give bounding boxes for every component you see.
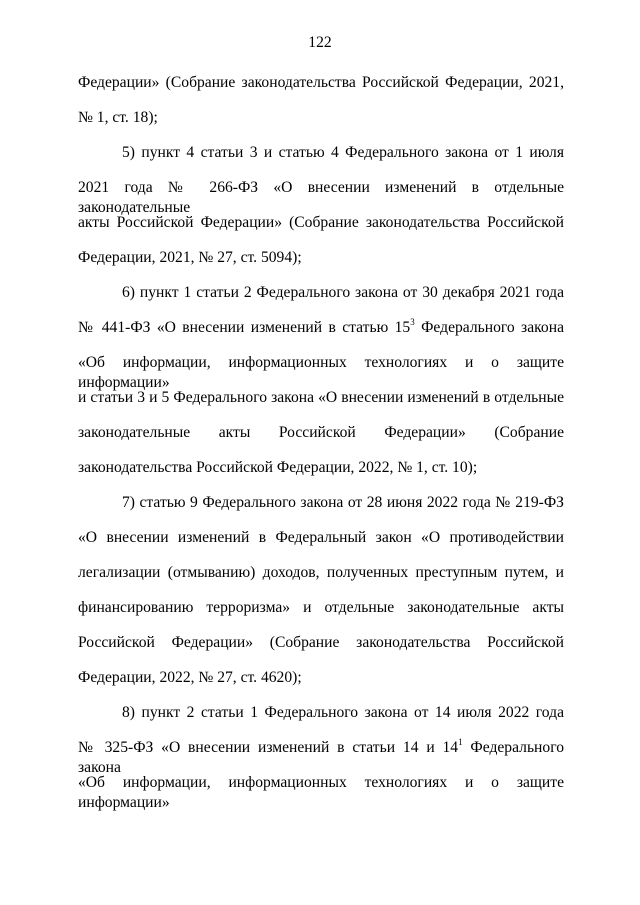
paragraph-line: «Об информации, информационных технологиях и о защите информации» bbox=[78, 774, 564, 811]
paragraph-line: законодательства Российской Федерации, 2022, № 1, ст. 10); bbox=[78, 459, 478, 476]
paragraph-line: Федерации, 2022, № 27, ст. 4620); bbox=[78, 669, 302, 686]
paragraph-line: Федерации» (Собрание законодательства Российской Федерации, 2021, bbox=[78, 74, 564, 91]
paragraph-line: Федерации, 2021, № 27, ст. 5094); bbox=[78, 249, 302, 266]
paragraph-line: 2021 года № 266-ФЗ «О внесении изменений в отдельные законодательные bbox=[78, 179, 564, 216]
superscript: 1 bbox=[458, 736, 463, 747]
paragraph-first-line: 8) пункт 2 статьи 1 Федерального закона от 14 июля 2022 года bbox=[122, 704, 564, 721]
paragraph-line: № 325-ФЗ «О внесении изменений в статьи 14 и $14^1$ Федерального закона bbox=[78, 736, 565, 776]
paragraph-first-line: 7) статью 9 Федерального закона от 28 июня 2022 года № 219-ФЗ bbox=[122, 494, 564, 511]
paragraph-line: № 441-ФЗ «О внесении изменений в статью $15^3$ Федерального закона bbox=[78, 316, 564, 336]
paragraph-line: «О внесении изменений в Федеральный закон «О противодействии bbox=[78, 529, 564, 546]
paragraph-line: законодательные акты Российской Федерации» (Собрание bbox=[78, 424, 564, 441]
paragraph-line: легализации (отмыванию) доходов, полученных преступным путем, и bbox=[78, 564, 564, 581]
superscript: 3 bbox=[410, 316, 415, 327]
paragraph-line: и статьи 3 и 5 Федерального закона «О внесении изменений в отдельные bbox=[78, 389, 564, 406]
paragraph-line: № 1, ст. 18); bbox=[78, 109, 158, 126]
paragraph-line: «Об информации, информационных технологиях и о защите информации» bbox=[78, 354, 564, 391]
paragraph-line: акты Российской Федерации» (Собрание законодательства Российской bbox=[78, 214, 564, 231]
paragraph-line: Российской Федерации» (Собрание законодательства Российской bbox=[78, 634, 564, 651]
paragraph-first-line: 6) пункт 1 статьи 2 Федерального закона от 30 декабря 2021 года bbox=[122, 284, 564, 301]
paragraph-line: финансированию терроризма» и отдельные законодательные акты bbox=[78, 599, 564, 616]
page-number: 122 bbox=[308, 34, 332, 51]
paragraph-first-line: 5) пункт 4 статьи 3 и статью 4 Федерального закона от 1 июля bbox=[122, 144, 564, 161]
